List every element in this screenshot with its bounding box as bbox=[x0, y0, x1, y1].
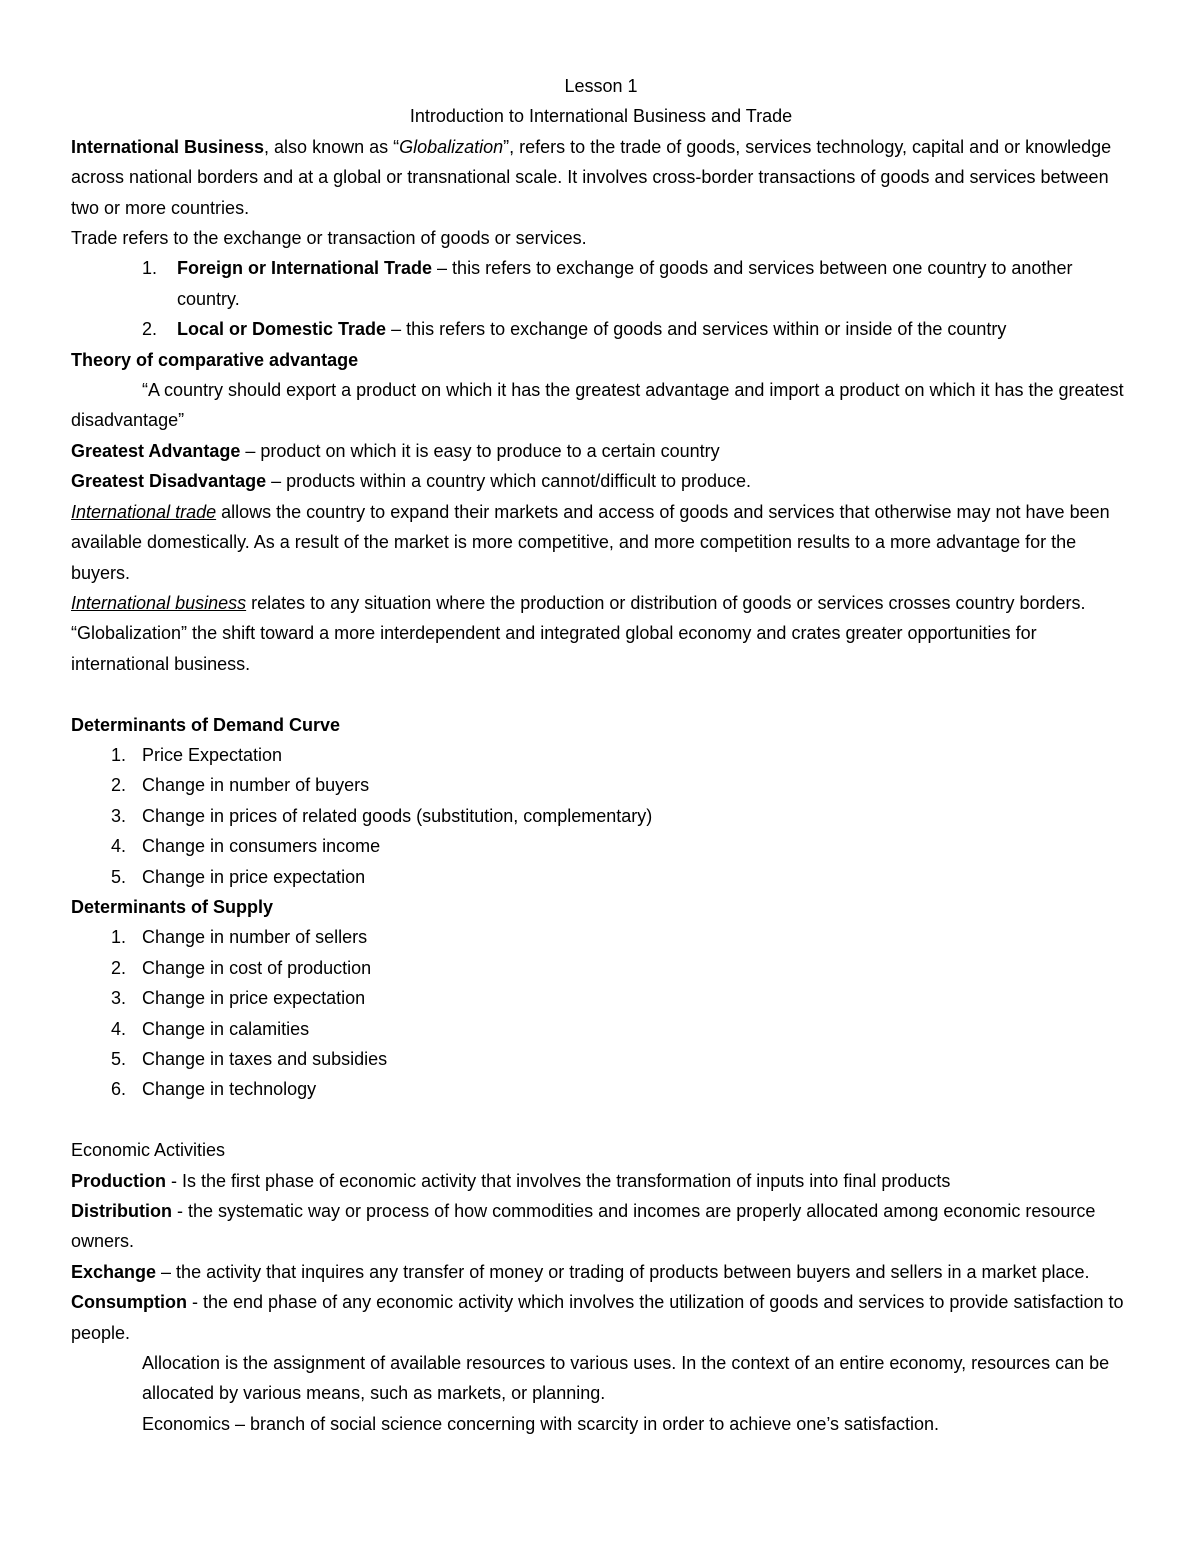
intro-text-2: ”, refers to the trade of goods, services technology, capital and or knowledge across national borders and at a global or transnational scale. It involves cross-border transactions of goods and services between two or more countries. bbox=[71, 136, 1112, 218]
theory-quote: “A country should export a product on which it has the greatest advantage and import a product on which it has the greatest disadvantage” bbox=[71, 380, 1124, 431]
lesson-label: Lesson 1 bbox=[564, 76, 638, 96]
document-page bbox=[71, 71, 1131, 1439]
spacer bbox=[71, 679, 1131, 709]
list-number: 1. bbox=[142, 258, 158, 279]
greatest-disadvantage bbox=[71, 466, 1131, 496]
intro-globalization: Globalization bbox=[399, 136, 504, 157]
list-text: Change in calamities bbox=[142, 1018, 310, 1039]
list-item bbox=[71, 831, 1131, 861]
list-item bbox=[71, 314, 1131, 344]
list-number: 3. bbox=[111, 988, 127, 1009]
list-item bbox=[71, 1044, 1131, 1074]
list-text: – this refers to exchange of goods and services between one country to another country. bbox=[177, 258, 1073, 309]
term: Greatest Advantage bbox=[71, 440, 241, 461]
production-definition bbox=[71, 1166, 1131, 1196]
list-text: Change in price expectation bbox=[142, 866, 366, 887]
distribution-definition bbox=[71, 1196, 1131, 1257]
list-item bbox=[71, 1074, 1131, 1104]
list-item bbox=[71, 953, 1131, 983]
list-text: Change in number of buyers bbox=[142, 775, 370, 796]
supply-list bbox=[71, 922, 1131, 1104]
page-title: Introduction to International Business and Trade bbox=[409, 106, 793, 127]
definition: allows the country to expand their markets and access of goods and services that otherwise may not have been available domestically. As a result of the market is more competitive, and more competition results to a more advantage for the buyers. bbox=[71, 501, 1110, 583]
list-item bbox=[71, 1014, 1131, 1044]
allocation-note: Allocation is the assignment of available resources to various uses. In the context of an entire economy, resources can be allocated by various means, such as markets, or planning. bbox=[142, 1353, 1110, 1404]
demand-heading: Determinants of Demand Curve bbox=[71, 714, 341, 735]
definition: – product on which it is easy to produce to a certain country bbox=[240, 440, 720, 461]
list-number: 2. bbox=[111, 957, 127, 978]
intro-term: International Business bbox=[71, 136, 265, 157]
list-number: 1. bbox=[111, 927, 127, 948]
list-text: Change in technology bbox=[142, 1079, 317, 1100]
list-item bbox=[71, 253, 1131, 314]
list-term: Foreign or International Trade bbox=[177, 258, 433, 279]
consumption-definition bbox=[71, 1287, 1131, 1348]
definition: – the activity that inquires any transfer of money or trading of products between buyers and sellers in a market place. bbox=[156, 1261, 1090, 1282]
trade-types-list bbox=[71, 253, 1131, 344]
economic-heading: Economic Activities bbox=[71, 1140, 226, 1161]
list-item bbox=[71, 862, 1131, 892]
list-text: Change in consumers income bbox=[142, 836, 381, 857]
list-number: 1. bbox=[111, 744, 127, 765]
international-trade-paragraph bbox=[71, 497, 1131, 588]
term: Distribution bbox=[71, 1201, 172, 1221]
list-text: – this refers to exchange of goods and services within or inside of the country bbox=[386, 319, 1007, 340]
list-text: Change in number of sellers bbox=[142, 927, 368, 948]
definition: - the end phase of any economic activity which involves the utilization of goods and services to provide satisfaction to people. bbox=[71, 1292, 1124, 1343]
supply-heading: Determinants of Supply bbox=[71, 896, 274, 917]
list-number: 3. bbox=[111, 805, 127, 826]
list-number: 5. bbox=[111, 866, 127, 887]
definition: – products within a country which cannot/difficult to produce. bbox=[266, 471, 752, 492]
intro-paragraph bbox=[71, 132, 1131, 223]
definition: - the systematic way or process of how commodities and incomes are properly allocated among economic resource owners. bbox=[71, 1201, 1096, 1252]
list-number: 4. bbox=[111, 1018, 127, 1039]
list-item bbox=[71, 740, 1131, 770]
list-number: 2. bbox=[142, 319, 158, 340]
exchange-definition bbox=[71, 1257, 1131, 1287]
list-text: Change in taxes and subsidies bbox=[142, 1048, 388, 1069]
list-number: 5. bbox=[111, 1048, 127, 1069]
list-text: Change in cost of production bbox=[142, 957, 372, 978]
definition: - Is the first phase of economic activity that involves the transformation of inputs into final products bbox=[166, 1170, 951, 1191]
term: International trade bbox=[71, 501, 217, 522]
list-item bbox=[71, 922, 1131, 952]
international-business-paragraph bbox=[71, 588, 1131, 679]
list-number: 2. bbox=[111, 775, 127, 796]
list-text: Price Expectation bbox=[142, 744, 283, 765]
list-term: Local or Domestic Trade bbox=[177, 319, 387, 340]
list-item bbox=[71, 801, 1131, 831]
theory-heading: Theory of comparative advantage bbox=[71, 349, 359, 370]
term: Greatest Disadvantage bbox=[71, 471, 267, 492]
term: Production bbox=[71, 1170, 166, 1191]
list-text: Change in prices of related goods (substitution, complementary) bbox=[142, 805, 653, 826]
intro-text-1: , also known as “ bbox=[264, 136, 400, 157]
term: Exchange bbox=[71, 1261, 157, 1282]
spacer bbox=[71, 1105, 1131, 1135]
term: Consumption bbox=[71, 1292, 187, 1313]
trade-definition: Trade refers to the exchange or transaction of goods or services. bbox=[71, 228, 587, 249]
list-item bbox=[71, 983, 1131, 1013]
term: International business bbox=[71, 592, 247, 613]
greatest-advantage bbox=[71, 436, 1131, 466]
list-item bbox=[71, 770, 1131, 800]
list-number: 4. bbox=[111, 836, 127, 857]
demand-list bbox=[71, 740, 1131, 892]
list-number: 6. bbox=[111, 1079, 127, 1100]
definition: relates to any situation where the production or distribution of goods or services crosses country borders. “Globalization” the shift toward a more interdependent and integrated global economy and crates greater opportunities for international business. bbox=[71, 592, 1086, 674]
list-text: Change in price expectation bbox=[142, 988, 366, 1009]
economics-note: Economics – branch of social science concerning with scarcity in order to achieve one’s satisfaction. bbox=[142, 1413, 940, 1434]
